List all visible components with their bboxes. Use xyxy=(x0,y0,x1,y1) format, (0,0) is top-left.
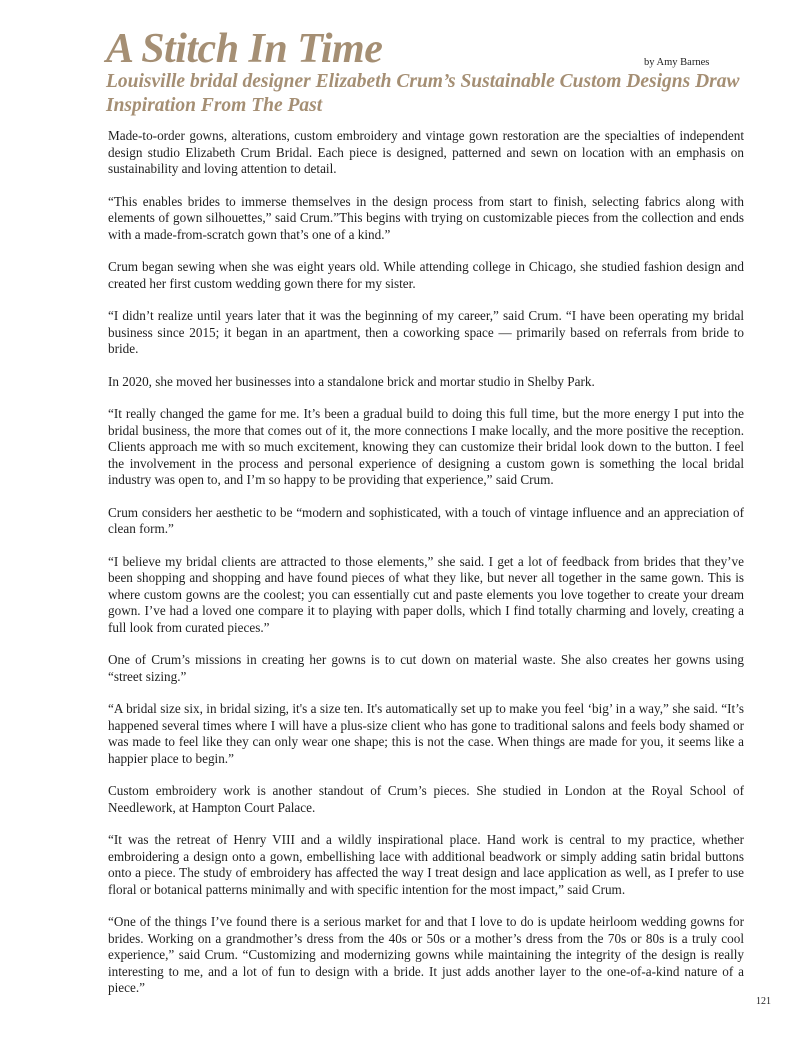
paragraph-sewing-origins: Crum began sewing when she was eight years old. While attending college in Chicago, she studied fashion design and created her first custom wedding gown there for my sister. xyxy=(108,259,744,291)
paragraph-quote-game-changer: “It really changed the game for me. It’s been a gradual build to doing this full time, but the more energy I put into the bridal business, the more that comes out of it, the more connections I make locally, and the more positive the reception. Clients approach me with so much excitement, knowing they can customize their bridal look down to the button. I feel the involvement in the process and personal experience of designing a custom gown is something the local bridal industry was open to, and I’m so happy to be providing that experience,” said Crum. xyxy=(108,406,744,487)
paragraph-quote-career: “I didn’t realize until years later that it was the beginning of my career,” said Crum. “I have been operating my bridal business since 2015; it began in an apartment, then a coworking space — primarily based on referrals from bride to bride. xyxy=(108,308,744,356)
paragraph-quote-hampton-court: “It was the retreat of Henry VIII and a wildly inspirational place. Hand work is central to my practice, whether embroidering a design onto a gown, embellishing lace with additional beadwork or simply adding satin bridal buttons onto a piece. The study of embroidery has affected the way I treat design and lace application as well, as I prefer to use floral or botanical patterns minimally and with specific intention for the most impact,” said Crum. xyxy=(108,832,744,897)
article-body xyxy=(108,128,744,1013)
paragraph-embroidery: Custom embroidery work is another standout of Crum’s pieces. She studied in London at the Royal School of Needlework, at Hampton Court Palace. xyxy=(108,783,744,815)
paragraph-intro: Made-to-order gowns, alterations, custom embroidery and vintage gown restoration are the specialties of independent design studio Elizabeth Crum Bridal. Each piece is designed, patterned and sewn on location with an emphasis on sustainability and loving attention to detail. xyxy=(108,128,744,176)
paragraph-studio-move: In 2020, she moved her businesses into a standalone brick and mortar studio in Shelby Park. xyxy=(108,373,595,389)
page-number: 121 xyxy=(756,996,771,1007)
paragraph-aesthetic: Crum considers her aesthetic to be “modern and sophisticated, with a touch of vintage influence and an appreciation of clean form.” xyxy=(108,504,744,536)
paragraph-quote-custom-gowns: “I believe my bridal clients are attracted to those elements,” she said. I get a lot of feedback from brides that they’ve been shopping and shopping and have found pieces of what they like, but never all together in the same gown. This is where custom gowns are the coolest; you can essentially cut and paste elements you love together to create your dream gown. I’ve had a loved one compare it to playing with paper dolls, which I find totally charming and lovely, creating a full look from curated pieces.” xyxy=(108,553,744,635)
author-byline: by Amy Barnes xyxy=(644,57,710,68)
paragraph-quote-design-process: “This enables brides to immerse themselves in the design process from start to finish, selecting fabrics along with elements of gown silhouettes,” said Crum.”This begins with trying on customizable pieces from the collection and ends with a made-from-scratch gown that’s one of a kind.” xyxy=(108,193,744,242)
paragraph-quote-sizing: “A bridal size six, in bridal sizing, it's a size ten. It's automatically set up to make you feel ‘big’ in a way,” she said. “It’s happened several times where I will have a plus-size client who has gone to traditional salons and feels body shamed or was made to feel like they can only wear one shape; this is not the case. When things are made for you, it seems like a happier place to begin.” xyxy=(108,701,744,766)
paragraph-quote-heirloom: “One of the things I’ve found there is a serious market for and that I love to do is update heirloom wedding gowns for brides. Working on a grandmother’s dress from the 40s or 50s or a mother’s dress from the 70s or 80s is a truly cool experience,” said Crum. “Customizing and modernizing gowns while maintaining the integrity of the design is really interesting to me, and a lot of fun to design with a bride. It just adds another layer to the one-of-a-kind nature of a piece.” xyxy=(108,914,744,995)
article-subtitle: Louisville bridal designer Elizabeth Crum’s Sustainable Custom Designs Draw Inspiration From The Past xyxy=(106,71,740,116)
paragraph-material-waste: One of Crum’s missions in creating her gowns is to cut down on material waste. She also creates her gowns using “street sizing.” xyxy=(108,652,744,684)
article-title: A Stitch In Time xyxy=(106,26,383,72)
